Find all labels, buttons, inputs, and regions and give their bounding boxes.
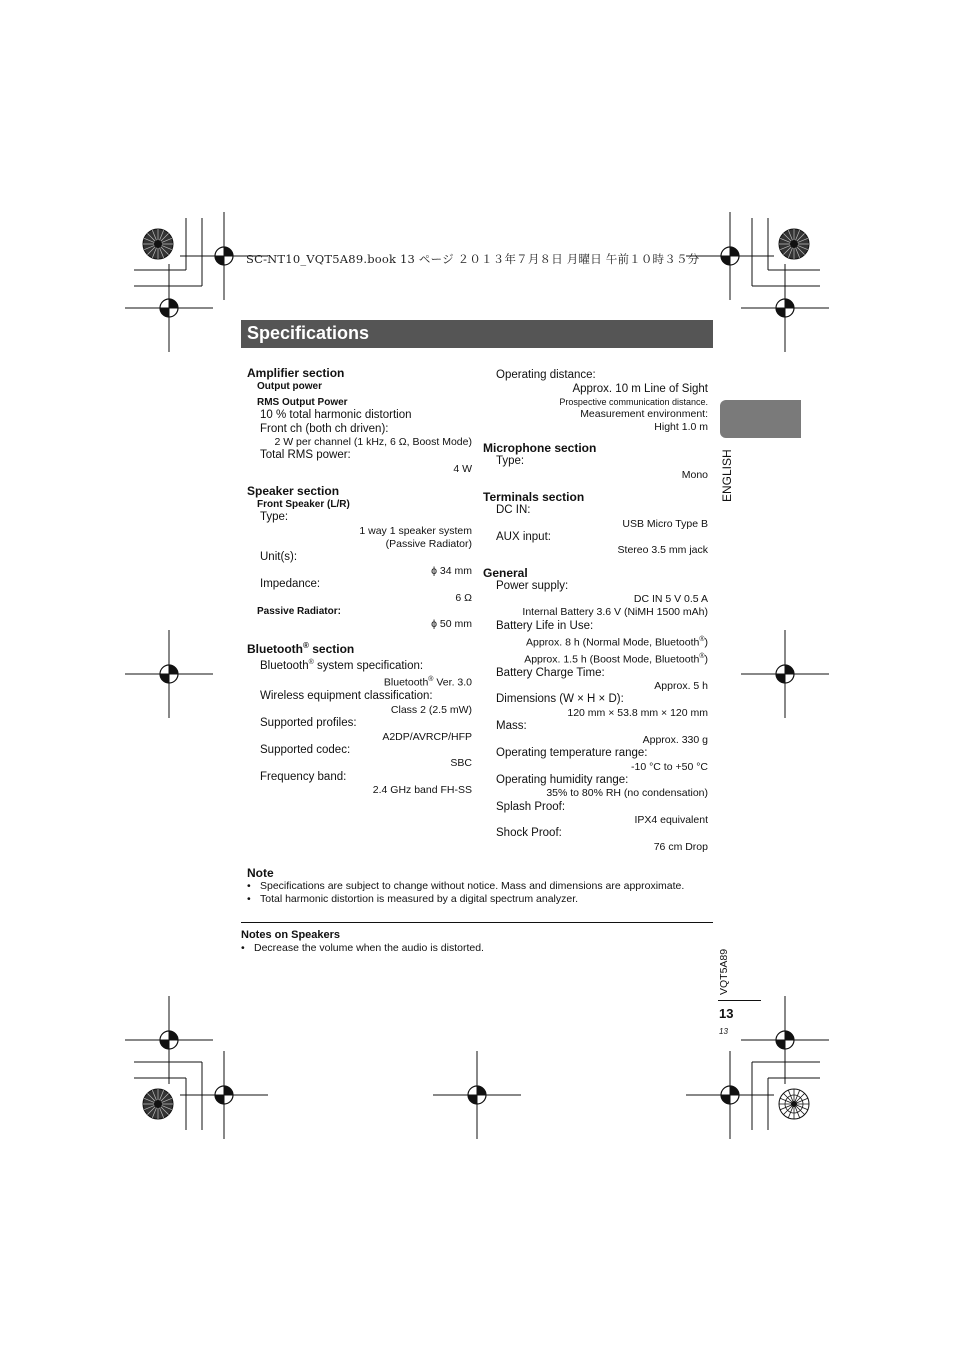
file-header: SC-NT10_VQT5A89.book 13 ページ ２０１３年７月８日 月曜日 午前１０時３５分 (246, 252, 700, 266)
front-speaker-label: Front Speaker (L/R) (257, 499, 350, 511)
battery-life-value-1: Approx. 8 h (Normal Mode, Bluetooth®) (525, 636, 708, 649)
speaker-notes-heading: Notes on Speakers (241, 929, 341, 941)
page-title: Specifications (247, 323, 370, 343)
power-supply-value-2: Internal Battery 3.6 V (NiMH 1500 mAh) (522, 606, 708, 619)
speaker-type-value-1: 1 way 1 speaker system (359, 524, 472, 537)
battery-life-label: Battery Life in Use: (496, 619, 594, 632)
wireless-class-label: Wireless equipment classification: (260, 690, 433, 703)
language-tab (720, 400, 801, 438)
wireless-class-value: Class 2 (2.5 mW) (390, 703, 472, 716)
note-section (247, 866, 717, 906)
speaker-note-item: • Decrease the volume when the audio is distorted. (241, 942, 711, 955)
codec-label: Supported codec: (260, 743, 351, 756)
dc-in-label: DC IN: (496, 504, 531, 516)
terminals-heading: Terminals section (483, 490, 585, 504)
profiles-label: Supported profiles: (260, 716, 357, 729)
mic-type-value: Mono (681, 468, 708, 481)
microphone-heading: Microphone section (483, 441, 597, 456)
mass-value: Approx. 330 g (642, 733, 708, 746)
mass-label: Mass: (496, 720, 527, 733)
passive-radiator-value: ϕ 50 mm (431, 617, 472, 630)
shock-proof-value: 76 cm Drop (653, 840, 708, 853)
charge-time-value: Approx. 5 h (654, 680, 708, 693)
units-label: Unit(s): (260, 551, 298, 564)
passive-radiator-label: Passive Radiator: (257, 605, 341, 617)
shock-proof-label: Shock Proof: (496, 827, 562, 840)
page-number-rule (718, 1000, 761, 1001)
output-power-label: Output power (257, 381, 322, 392)
prospective-note: Prospective communication distance. (559, 396, 708, 407)
speaker-type-value-2: (Passive Radiator) (385, 537, 472, 550)
left-column (247, 366, 472, 797)
impedance-value: 6 Ω (455, 591, 472, 604)
rms-output-label: RMS Output Power (257, 397, 348, 408)
humidity-value: 35% to 80% RH (no condensation) (546, 787, 708, 800)
page-number: 13 (719, 1006, 734, 1021)
total-rms-value: 4 W (453, 462, 472, 475)
units-value: ϕ 34 mm (431, 564, 472, 577)
total-rms-label: Total RMS power: (260, 449, 351, 462)
humidity-label: Operating humidity range: (496, 773, 629, 786)
power-supply-value-1: DC IN 5 V 0.5 A (633, 593, 708, 606)
splash-proof-label: Splash Proof: (496, 800, 566, 813)
general-heading: General (483, 565, 528, 580)
thd-label: 10 % total harmonic distortion (260, 409, 412, 421)
dimensions-label: Dimensions (W × H × D): (496, 693, 624, 706)
note-heading: Note (247, 866, 274, 880)
profiles-value: A2DP/AVRCP/HFP (382, 730, 472, 743)
page-number-small: 13 (719, 1027, 728, 1036)
note-item: • Specifications are subject to change without notice. Mass and dimensions are approximate. (247, 880, 717, 893)
temperature-label: Operating temperature range: (496, 746, 648, 759)
right-column (483, 369, 708, 854)
codec-value: SBC (450, 757, 472, 770)
splash-proof-value: IPX4 equivalent (634, 814, 708, 827)
front-ch-value: 2 W per channel (1 kHz, 6 Ω, Boost Mode) (274, 436, 472, 449)
height-value: Hight 1.0 m (654, 421, 708, 433)
operating-distance-label: Operating distance: (496, 369, 596, 381)
temperature-value: -10 °C to +50 °C (631, 760, 708, 773)
speaker-heading: Speaker section (247, 484, 340, 499)
dc-in-value: USB Micro Type B (622, 517, 708, 530)
frequency-value: 2.4 GHz band FH-SS (372, 784, 472, 797)
note-item: • Total harmonic distortion is measured by a digital spectrum analyzer. (247, 893, 717, 906)
language-label: ENGLISH (720, 449, 734, 502)
section-divider (241, 922, 713, 923)
aux-value: Stereo 3.5 mm jack (617, 544, 708, 557)
operating-distance-value: Approx. 10 m Line of Sight (572, 382, 708, 395)
speaker-type-label: Type: (260, 511, 289, 524)
dimensions-value: 120 mm × 53.8 mm × 120 mm (567, 706, 708, 719)
power-supply-label: Power supply: (496, 579, 569, 592)
bluetooth-spec-value: Bluetooth® Ver. 3.0 (383, 676, 472, 689)
page-title-bar (241, 320, 713, 348)
bluetooth-heading: Bluetooth® section (247, 640, 355, 656)
charge-time-label: Battery Charge Time: (496, 666, 605, 679)
mic-type-label: Type: (496, 455, 525, 468)
front-ch-label: Front ch (both ch driven): (260, 422, 389, 435)
amplifier-heading: Amplifier section (247, 366, 345, 380)
measurement-label: Measurement environment: (580, 407, 708, 420)
frequency-label: Frequency band: (260, 770, 347, 783)
bluetooth-spec-label: Bluetooth® system specification: (260, 658, 424, 672)
doc-code: VQT5A89 (718, 948, 730, 995)
aux-label: AUX input: (496, 530, 551, 543)
speaker-notes-section (241, 928, 711, 955)
battery-life-value-2: Approx. 1.5 h (Boost Mode, Bluetooth®) (524, 652, 708, 666)
impedance-label: Impedance: (260, 577, 321, 590)
